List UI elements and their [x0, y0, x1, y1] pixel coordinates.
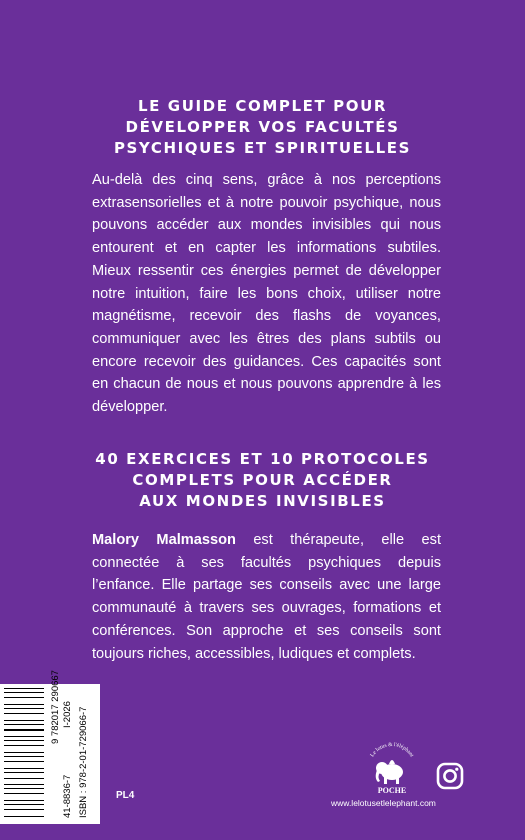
barcode-stripe: [4, 756, 44, 757]
heading-line: COMPLETS POUR ACCÉDER: [132, 471, 393, 489]
barcode-block: [0, 670, 100, 824]
logo-arc-text: Le lotus & l'éléphant: [369, 741, 415, 759]
author-bio: [92, 529, 441, 665]
author-name: Malory Malmasson: [92, 532, 236, 548]
barcode-stripe: [4, 724, 44, 725]
barcode-stripe: [4, 716, 44, 717]
barcode-stripe: [4, 785, 44, 786]
author-bio-text: est thérapeute, elle est connectée à ses facultés psychiques depuis l’enfance. Elle partage ses conseils avec une large communauté à travers ses ouvrages, formations et conférences. Son approche et ses conseils sont toujours riches, accessibles, ludiques et complets.: [92, 532, 441, 662]
barcode-stripe: [4, 768, 44, 769]
barcode-stripe: [4, 816, 44, 817]
heading-line: DÉVELOPPER VOS FACULTÉS: [125, 118, 400, 136]
barcode-stripe: [4, 776, 44, 777]
publisher-logo: [362, 738, 422, 796]
instagram-icon[interactable]: [436, 762, 464, 790]
barcode-stripe: [4, 706, 44, 707]
heading-guide: [0, 96, 525, 159]
barcode-stripe: [4, 697, 44, 698]
heading-line: 40 EXERCICES ET 10 PROTOCOLES: [95, 450, 430, 468]
heading-line: LE GUIDE COMPLET POUR: [137, 97, 388, 115]
barcode-digits: 9 782017 290667: [50, 670, 61, 744]
barcode-stripe: [4, 764, 44, 765]
barcode: [4, 688, 44, 820]
barcode-stripe: [4, 729, 44, 730]
barcode-stripe: [4, 689, 44, 690]
heading-line: AUX MONDES INVISIBLES: [139, 492, 386, 510]
barcode-stripe: [4, 804, 44, 805]
logo-label: POCHE: [377, 786, 407, 795]
barcode-stripe: [4, 733, 44, 734]
barcode-stripe: [4, 748, 44, 749]
barcode-stripe: [4, 780, 44, 781]
series-code: PL4: [116, 790, 135, 801]
barcode-stripe: [4, 809, 44, 810]
barcode-stripe: [4, 713, 44, 714]
barcode-ref: 41-8836-7: [62, 774, 73, 818]
heading-line: PSYCHIQUES ET SPIRITUELLES: [113, 139, 412, 157]
barcode-stripe: [4, 796, 44, 797]
website-link[interactable]: www.lelotusetlelephant.com: [331, 798, 436, 808]
description-paragraph: Au-delà des cinq sens, grâce à nos perceptions extrasensorielles et à notre pouvoir psychique, nous pouvons accéder aux mondes invisibles qui nous entourent et en capter les informations subtiles. Mieux ressentir ces énergies permet de développer notre intuition, faire les bons choix, utiliser notre magnétisme, recevoir des flashs de voyances, communiquer avec les êtres des plans subtils ou encore recevoir des guidances. Ces capacités sont en chacun de nous et nous pouvons apprendre à les développer.: [92, 172, 441, 416]
heading-exercises: [0, 449, 525, 512]
barcode-ref2: I-2026: [62, 701, 73, 728]
barcode-stripe: [4, 793, 44, 794]
svg-text:Le lotus & l'éléphant: [369, 742, 414, 759]
isbn-text: ISBN : 978-2-01-729066-7: [78, 706, 89, 818]
barcode-stripe: [4, 704, 44, 705]
barcode-stripe: [4, 752, 44, 753]
barcode-stripe: [4, 740, 44, 741]
